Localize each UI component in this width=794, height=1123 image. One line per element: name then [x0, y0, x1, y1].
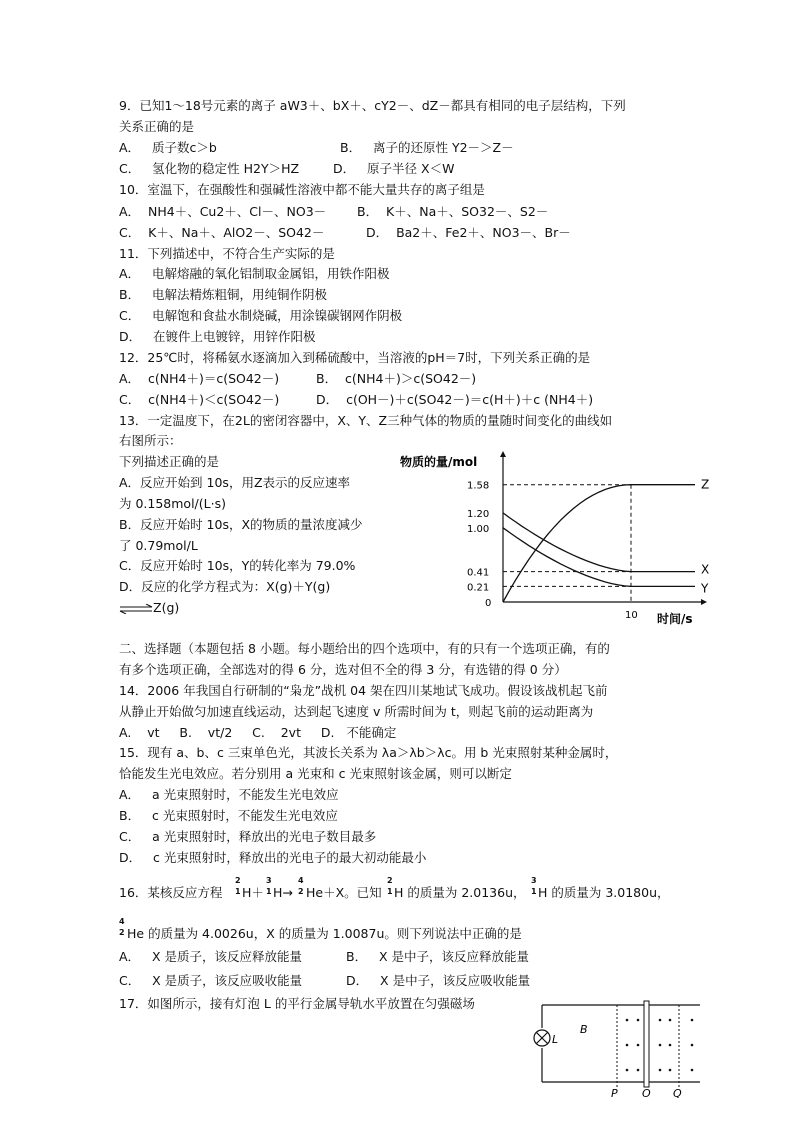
q9-option-d: D． 原子半径 X＜W: [333, 161, 455, 176]
he4-atomic-number: 2: [298, 887, 304, 896]
reversible-arrow-icon: [119, 604, 153, 614]
field-dot: [637, 1019, 640, 1022]
q11-option-d: D． 在镀件上电镀锌，用锌作阳极: [119, 329, 316, 344]
label-o: O: [642, 1087, 651, 1098]
chart-y-tick-label: 0.41: [467, 567, 490, 579]
q9-stem-line1: 9．已知1～18号元素的离子 aW3＋、bX＋、cY2－、dZ－都具有相同的电子层结构，下列: [119, 98, 626, 113]
h2-mass-number-2: 2: [387, 876, 393, 885]
q13-option-a-line2: 为 0.158mol/(L·s): [119, 496, 226, 511]
q15-stem-line2: 恰能发生光电效应。若分别用 a 光束和 c 光束照射该金属，则可以断定: [119, 766, 512, 781]
section2-heading-line2: 有多个选项正确，全部选对的得 6 分，选对但不全的得 3 分，有选错的得 0 分）: [119, 662, 567, 677]
chart-series-label-Y: Y: [701, 581, 709, 596]
q10-option-c: C． K＋、Na＋、AlO2－、SO42－: [119, 225, 325, 240]
q12-option-d: D． c(OH－)＋c(SO42－)＝c(H＋)＋c (NH4＋): [316, 392, 594, 407]
rail-circuit-diagram: [522, 998, 722, 1098]
q10-stem: 10．室温下，在强酸性和强碱性溶液中都不能大量共存的离子组是: [119, 182, 485, 197]
field-dot: [626, 1019, 629, 1022]
q17-stem: 17．如图所示，接有灯泡 L 的平行金属导轨水平放置在匀强磁场: [119, 996, 475, 1011]
lamp-icon: [534, 1030, 550, 1046]
q12-option-b: B． c(NH4＋)＞c(SO42－): [316, 371, 477, 386]
chart-y-axis-arrow: [500, 451, 506, 457]
q13-option-d-line2: Z(g): [153, 600, 180, 615]
q13-stem-line1: 13．一定温度下，在2L的密闭容器中，X、Y、Z三种气体的物质的量随时间变化的曲线如: [119, 413, 613, 428]
q16-stem-part3: H→: [273, 885, 293, 900]
q13-option-a-line1: A．反应开始到 10s，用Z表示的反应速率: [119, 475, 351, 490]
field-dot: [659, 1019, 662, 1022]
q13-option-c: C．反应开始时 10s，Y的转化率为 79.0%: [119, 558, 356, 573]
q13-stem-line3: 下列描述正确的是: [119, 454, 220, 469]
section2-heading-line1: 二、选择题（本题包括 8 小题。每小题给出的四个选项中，有的只有一个选项正确，有的: [119, 641, 610, 656]
q16-option-b: B． X 是中子，该反应释放能量: [346, 949, 530, 964]
h2-mass-number: 2: [235, 876, 241, 885]
q14-options: A. vt B. vt/2 C. 2vt D. 不能确定: [119, 725, 397, 740]
q15-option-c: C． a 光束照射时，释放出的光电子数目最多: [119, 829, 377, 844]
h2-atomic-number-2: 1: [387, 887, 393, 896]
q10-option-b: B． K＋、Na＋、SO32－、S2－: [357, 204, 549, 219]
q16-option-a: A． X 是质子，该反应释放能量: [119, 949, 303, 964]
q15-option-d: D． c 光束照射时，释放出的光电子的最大初动能最小: [119, 850, 427, 865]
q15-stem-line1: 15．现有 a、b、c 三束单色光，其波长关系为 λa＞λb＞λc。用 b 光束照射某种金属时，: [119, 745, 618, 760]
amount-vs-time-chart: [395, 447, 710, 627]
h3-mass-number-2: 3: [531, 876, 537, 885]
field-dot: [691, 1019, 694, 1022]
field-dot: [669, 1044, 672, 1047]
chart-y-tick-label: 0.21: [467, 582, 490, 594]
field-dot: [669, 1069, 672, 1072]
q11-option-b: B． 电解法精炼粗铜，用纯铜作阴极: [119, 287, 327, 302]
q11-stem: 11．下列描述中，不符合生产实际的是: [119, 246, 335, 261]
chart-series-Y: [503, 528, 695, 587]
h3-mass-number: 3: [266, 876, 272, 885]
q16-stem-part1: 16．某核反应方程: [119, 885, 223, 900]
field-dot: [626, 1069, 629, 1072]
q13-option-b-line2: 了 0.79mol/L: [119, 538, 198, 553]
chart-series-X: [503, 513, 695, 572]
chart-y-tick-label: 1.00: [467, 523, 490, 535]
q9-option-a: A． 质子数c＞b: [119, 140, 217, 155]
field-dot: [669, 1019, 672, 1022]
q16-stem-part6: H 的质量为 3.0180u，: [538, 885, 670, 900]
q16-option-c: C． X 是质子，该反应吸收能量: [119, 973, 303, 988]
q11-option-c: C． 电解饱和食盐水制烧碱，用涂镍碳钢网作阴极: [119, 308, 403, 323]
q10-option-a: A． NH4＋、Cu2＋、Cl－、NO3－: [119, 204, 327, 219]
q16-option-d: D． X 是中子，该反应吸收能量: [346, 973, 531, 988]
field-dot: [659, 1044, 662, 1047]
lamp-label: L: [552, 1033, 559, 1046]
q15-option-a: A． a 光束照射时，不能发生光电效应: [119, 787, 339, 802]
chart-ylabel: 物质的量/mol: [400, 455, 478, 469]
chart-series-label-X: X: [701, 562, 710, 577]
q16-stem-part4: He＋X。已知: [306, 885, 382, 900]
chart-series-label-Z: Z: [701, 477, 710, 492]
chart-x-tick-label: 10: [625, 610, 638, 621]
he4-mass-number-2: 4: [119, 917, 125, 926]
q15-option-b: B． c 光束照射时，不能发生光电效应: [119, 808, 338, 823]
he4-mass-number: 4: [298, 876, 304, 885]
q14-stem-line1: 14．2006 年我国自行研制的“枭龙”战机 04 架在四川某地试飞成功。假设该战机起飞前: [119, 683, 608, 698]
field-dot: [659, 1069, 662, 1072]
q14-stem-line2: 从静止开始做匀加速直线运动，达到起飞速度 v 所需时间为 t，则起飞前的运动距离为: [119, 704, 594, 719]
q16-stem-part7: He 的质量为 4.0026u，X 的质量为 1.0087u。则下列说法中正确的是: [127, 926, 522, 941]
magnetic-field-dots: [626, 1019, 694, 1072]
field-label: B: [580, 1023, 588, 1036]
chart-y-tick-label: 0: [485, 598, 492, 609]
h3-atomic-number: 1: [266, 887, 272, 896]
chart-y-tick-label: 1.20: [467, 508, 490, 520]
h2-atomic-number: 1: [235, 887, 241, 896]
chart-y-tick-label: 1.58: [467, 480, 490, 492]
field-dot: [691, 1069, 694, 1072]
q11-option-a: A． 电解熔融的氧化铝制取金属铝，用铁作阳极: [119, 266, 390, 281]
metal-rod: [644, 1001, 649, 1087]
q9-option-c: C． 氢化物的稳定性 H2Y＞HZ: [119, 161, 300, 176]
q13-stem-line2: 右图所示：: [119, 433, 182, 448]
q10-option-d: D． Ba2＋、Fe2＋、NO3－、Br－: [366, 225, 571, 240]
q12-stem: 12．25℃时，将稀氨水逐滴加入到稀硫酸中，当溶液的pH＝7时，下列关系正确的是: [119, 350, 591, 365]
chart-x-axis-arrow: [701, 599, 707, 605]
q13-option-d-line1: D．反应的化学方程式为：X(g)＋Y(g): [119, 579, 331, 594]
q12-option-a: A． c(NH4＋)＝c(SO42－): [119, 371, 280, 386]
h3-atomic-number-2: 1: [531, 887, 537, 896]
q16-stem-part5: H 的质量为 2.0136u，: [394, 885, 526, 900]
q13-option-b-line1: B．反应开始时 10s，X的物质的量浓度减少: [119, 517, 363, 532]
chart-series-Z: [503, 485, 695, 602]
label-p: P: [611, 1087, 618, 1098]
field-dot: [691, 1044, 694, 1047]
field-dot: [637, 1044, 640, 1047]
q9-option-b: B． 离子的还原性 Y2－＞Z－: [340, 140, 514, 155]
field-dot: [637, 1069, 640, 1072]
q12-option-c: C． c(NH4＋)＜c(SO42－): [119, 392, 280, 407]
field-dot: [626, 1044, 629, 1047]
q16-stem-part2: H＋: [242, 885, 264, 900]
label-q: Q: [673, 1087, 682, 1098]
he4-atomic-number-2: 2: [119, 928, 125, 937]
chart-xlabel: 时间/s: [657, 612, 693, 626]
q9-stem-line2: 关系正确的是: [119, 119, 195, 134]
